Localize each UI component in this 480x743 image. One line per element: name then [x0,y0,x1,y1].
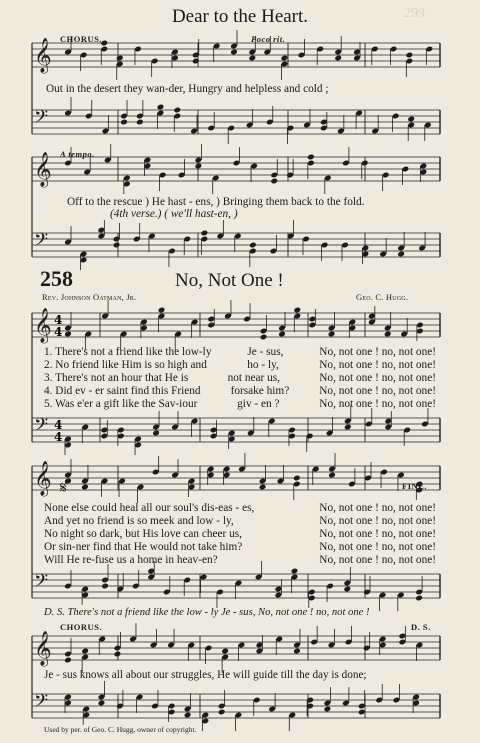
bass-clef: 𝄢 [34,415,49,440]
note-head [397,251,405,258]
note-head [184,712,192,719]
note-head [195,163,203,170]
verse-a-segment: No, not one ! no, not one! [319,346,436,358]
verse-a-segment: ho - ly, [247,359,279,371]
note-head [406,52,414,59]
copyright-footer: Used by per. of Geo. C. Hugg, owner of copyright. [44,725,197,734]
bass-clef: 𝄢 [34,691,49,716]
hymn-number: 258 [40,266,73,291]
verse-a-segment: 5. Was e'er a gift like the Sav-iour [44,398,198,410]
treble-clef: 𝄞 [34,308,52,343]
verse-a-segment: No, not one ! no, not one! [319,385,436,397]
verse-b-segment: Will He re-fuse us a home in heav-en? [44,554,218,566]
hymn-title-dear-to-the-heart: Dear to the Heart. [171,6,309,27]
verse-a-segment: 4. Did ev - er saint find this Friend [44,385,201,397]
chorus-marking-2: CHORUS. [60,622,102,632]
note-head [293,307,301,314]
verse-b-segment: No night so dark, but His love can cheer us, [44,528,242,540]
verse-b-line [44,528,436,540]
note-head [64,657,72,664]
note-head [293,475,301,482]
note-head [415,595,423,602]
time-signature: 4 [54,313,63,327]
note-head [343,586,351,593]
author-credit: Rev. Johnson Oatman, Jr. [42,292,137,302]
verse-a-segment: forsake him? [230,385,290,397]
note-head [328,331,336,338]
segno-sign: 𝄋 [60,480,67,497]
verse-b-segment: No, not one ! no, not one! [319,515,436,527]
bass-clef: 𝄢 [34,230,49,255]
note-head [116,55,124,62]
lyric-line-1: Out in the desert they wan-der, Hungry and helpless and cold ; [46,83,329,95]
verse-a-segment: Je - sus, [247,346,284,358]
poco-rit-marking: Poco rit. [251,34,286,44]
note-head [334,55,342,62]
note-head [384,331,392,338]
verse-b-segment: Or sin-ner find that He would not take him? [44,541,243,553]
note-head [221,648,229,655]
verse-b-segment: No, not one ! no, not one! [319,502,436,514]
verse-b-line [44,515,436,527]
note-head [328,472,336,479]
verse-a-line [44,372,436,384]
note-head [260,334,268,341]
note-head [218,709,226,716]
hymn-title-no-not-one: No, Not One ! [175,270,284,291]
composer-credit: Geo. C. Hugg. [356,292,409,302]
note-head [230,49,238,56]
note-head [324,706,332,713]
chorus-marking: CHORUS. [60,34,102,44]
verse-a-segment: No, not one ! no, not one! [319,398,436,410]
note-head [98,700,106,707]
verse-a-segment: 1. There's not a friend like the low-ly [44,346,212,358]
note-head [136,119,144,126]
treble-clef: 𝄞 [34,631,52,666]
note-head [259,484,267,491]
treble-clef: 𝄞 [34,461,52,496]
verse-a-segment: giv - en ? [237,398,280,410]
note-head [201,230,209,237]
verse-a-segment: 3. There's not an hour that He is [44,372,189,384]
note-head [158,307,166,314]
note-head [249,242,257,249]
note-head [64,331,72,338]
note-head [281,55,289,62]
treble-clef: 𝄞 [34,38,52,73]
verse-b-segment: And yet no friend is so meek and low - ly, [44,515,234,527]
note-head [120,119,128,126]
lyric-line-2: Off to the rescue ) He hast - ens, ) Bringing them back to the fold. [67,196,365,208]
note-head [278,331,286,338]
verse-a-line [44,398,436,410]
time-signature: 4 [54,430,63,444]
note-head [81,484,89,491]
note-head [101,583,109,590]
page-number-faint: 299 [404,6,425,21]
verse-b-segment: No, not one ! no, not one! [319,528,436,540]
note-head [114,651,122,658]
lyric-line-2-alt: (4th verse.) ( we'll hast-en, ) [110,208,238,220]
verse-a-segment: 2. No friend like Him is so high and [44,359,207,371]
verse-b-line [44,502,436,514]
verse-a-segment: No, not one ! no, not one! [319,359,436,371]
a-tempo-marking: A tempo. [60,149,95,159]
verse-b-segment: No, not one ! no, not one! [319,541,436,553]
verse-a-segment: No, not one ! no, not one! [319,372,436,384]
note-head [173,107,181,114]
ds-marking: D. S. [411,622,431,632]
verse-a-line [44,385,436,397]
time-signature: 4 [54,325,63,339]
note-head [291,568,299,575]
treble-clef: 𝄞 [34,152,52,187]
note-head [157,104,165,111]
note-head [152,430,160,437]
note-head [270,178,278,185]
verse-a-line [44,346,436,358]
chorus-lyric: Je - sus knows all about our struggles, He will guide till the day is done; [44,669,367,681]
note-head [81,648,89,655]
time-signature: 4 [54,418,63,432]
fine-marking: FINE. [402,481,427,491]
note-head [307,154,315,161]
verse-b-segment: No, not one ! no, not one! [319,554,436,566]
verse-a-segment: not near us, [227,372,280,384]
note-head [293,648,301,655]
note-head [113,242,121,249]
note-head [407,116,415,123]
note-head [248,55,256,62]
verse-b-line [44,554,436,566]
ds-repeat-line: D. S. There's not a friend like the low - ly Je - sus, No, not one ! no, not one ! [44,607,370,618]
bass-clef: 𝄢 [34,107,49,132]
note-head [358,709,366,716]
verse-a-line [44,359,436,371]
verse-b-segment: None else could heal all our soul's dis-eas - es, [44,502,255,514]
note-head [344,424,352,431]
bass-clef: 𝄢 [34,571,49,596]
verse-b-line [44,541,436,553]
